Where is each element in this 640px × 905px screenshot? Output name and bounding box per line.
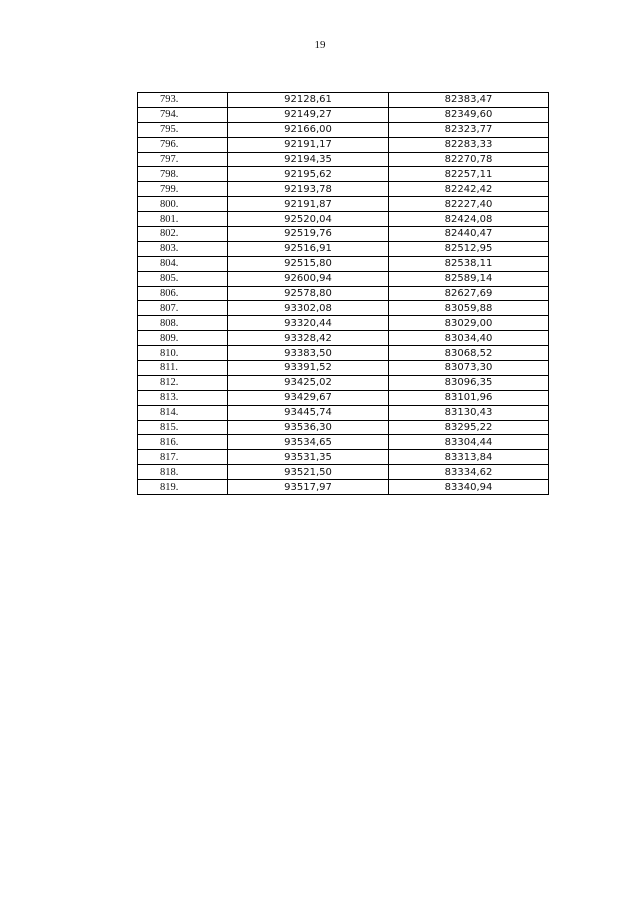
y-coordinate-cell: 82270,78	[389, 152, 549, 167]
y-coordinate-cell: 82512,95	[389, 241, 549, 256]
x-coordinate-cell: 93320,44	[228, 316, 389, 331]
y-coordinate-cell: 82589,14	[389, 271, 549, 286]
y-coordinate-cell: 82538,11	[389, 256, 549, 271]
point-number-cell: 801.	[138, 212, 228, 227]
y-coordinate-cell: 82440,47	[389, 227, 549, 242]
table-row	[138, 256, 549, 271]
x-coordinate-cell: 92600,94	[228, 271, 389, 286]
y-coordinate-cell: 83334,62	[389, 465, 549, 480]
x-coordinate-cell: 92520,04	[228, 212, 389, 227]
table-row	[138, 241, 549, 256]
point-number-cell: 795.	[138, 122, 228, 137]
point-number-cell: 811.	[138, 361, 228, 376]
x-coordinate-cell: 93302,08	[228, 301, 389, 316]
x-coordinate-cell: 93445,74	[228, 405, 389, 420]
table-row	[138, 182, 549, 197]
x-coordinate-cell: 93429,67	[228, 390, 389, 405]
point-number-cell: 802.	[138, 227, 228, 242]
table-row	[138, 93, 549, 108]
table-row	[138, 167, 549, 182]
y-coordinate-cell: 83029,00	[389, 316, 549, 331]
point-number-cell: 808.	[138, 316, 228, 331]
point-number-cell: 796.	[138, 137, 228, 152]
table-row	[138, 316, 549, 331]
table-row	[138, 480, 549, 495]
point-number-cell: 805.	[138, 271, 228, 286]
x-coordinate-cell: 93531,35	[228, 450, 389, 465]
point-number-cell: 797.	[138, 152, 228, 167]
y-coordinate-cell: 83295,22	[389, 420, 549, 435]
table-row	[138, 390, 549, 405]
point-number-cell: 807.	[138, 301, 228, 316]
x-coordinate-cell: 92128,61	[228, 93, 389, 108]
table-row	[138, 450, 549, 465]
x-coordinate-cell: 92519,76	[228, 227, 389, 242]
x-coordinate-cell: 93391,52	[228, 361, 389, 376]
point-number-cell: 815.	[138, 420, 228, 435]
table-row	[138, 122, 549, 137]
coordinates-table	[137, 92, 549, 495]
point-number-cell: 793.	[138, 93, 228, 108]
y-coordinate-cell: 82323,77	[389, 122, 549, 137]
coordinates-table-body	[138, 93, 549, 495]
x-coordinate-cell: 92149,27	[228, 107, 389, 122]
y-coordinate-cell: 82627,69	[389, 286, 549, 301]
x-coordinate-cell: 93517,97	[228, 480, 389, 495]
y-coordinate-cell: 83313,84	[389, 450, 549, 465]
x-coordinate-cell: 92515,80	[228, 256, 389, 271]
y-coordinate-cell: 82349,60	[389, 107, 549, 122]
y-coordinate-cell: 83101,96	[389, 390, 549, 405]
point-number-cell: 816.	[138, 435, 228, 450]
point-number-cell: 813.	[138, 390, 228, 405]
table-row	[138, 301, 549, 316]
y-coordinate-cell: 83034,40	[389, 331, 549, 346]
table-row	[138, 227, 549, 242]
x-coordinate-cell: 92195,62	[228, 167, 389, 182]
table-row	[138, 152, 549, 167]
page-number: 19	[314, 39, 326, 51]
table-row	[138, 375, 549, 390]
y-coordinate-cell: 82257,11	[389, 167, 549, 182]
point-number-cell: 798.	[138, 167, 228, 182]
point-number-cell: 812.	[138, 375, 228, 390]
y-coordinate-cell: 83304,44	[389, 435, 549, 450]
point-number-cell: 817.	[138, 450, 228, 465]
x-coordinate-cell: 93328,42	[228, 331, 389, 346]
x-coordinate-cell: 92578,80	[228, 286, 389, 301]
point-number-cell: 814.	[138, 405, 228, 420]
x-coordinate-cell: 92516,91	[228, 241, 389, 256]
point-number-cell: 819.	[138, 480, 228, 495]
x-coordinate-cell: 92193,78	[228, 182, 389, 197]
y-coordinate-cell: 83059,88	[389, 301, 549, 316]
y-coordinate-cell: 82242,42	[389, 182, 549, 197]
point-number-cell: 800.	[138, 197, 228, 212]
table-row	[138, 420, 549, 435]
table-row	[138, 361, 549, 376]
y-coordinate-cell: 83130,43	[389, 405, 549, 420]
x-coordinate-cell: 92194,35	[228, 152, 389, 167]
point-number-cell: 806.	[138, 286, 228, 301]
y-coordinate-cell: 82283,33	[389, 137, 549, 152]
x-coordinate-cell: 93521,50	[228, 465, 389, 480]
point-number-cell: 809.	[138, 331, 228, 346]
table-row	[138, 435, 549, 450]
x-coordinate-cell: 93425,02	[228, 375, 389, 390]
table-row	[138, 331, 549, 346]
x-coordinate-cell: 92166,00	[228, 122, 389, 137]
point-number-cell: 799.	[138, 182, 228, 197]
x-coordinate-cell: 93383,50	[228, 346, 389, 361]
table-row	[138, 197, 549, 212]
y-coordinate-cell: 82424,08	[389, 212, 549, 227]
point-number-cell: 794.	[138, 107, 228, 122]
y-coordinate-cell: 83096,35	[389, 375, 549, 390]
table-row	[138, 137, 549, 152]
table-row	[138, 286, 549, 301]
y-coordinate-cell: 83340,94	[389, 480, 549, 495]
table-row	[138, 405, 549, 420]
point-number-cell: 804.	[138, 256, 228, 271]
y-coordinate-cell: 82227,40	[389, 197, 549, 212]
point-number-cell: 803.	[138, 241, 228, 256]
x-coordinate-cell: 92191,87	[228, 197, 389, 212]
table-row	[138, 107, 549, 122]
point-number-cell: 810.	[138, 346, 228, 361]
y-coordinate-cell: 82383,47	[389, 93, 549, 108]
table-row	[138, 346, 549, 361]
y-coordinate-cell: 83073,30	[389, 361, 549, 376]
x-coordinate-cell: 93534,65	[228, 435, 389, 450]
point-number-cell: 818.	[138, 465, 228, 480]
table-row	[138, 271, 549, 286]
table-row	[138, 465, 549, 480]
x-coordinate-cell: 92191,17	[228, 137, 389, 152]
y-coordinate-cell: 83068,52	[389, 346, 549, 361]
x-coordinate-cell: 93536,30	[228, 420, 389, 435]
table-row	[138, 212, 549, 227]
